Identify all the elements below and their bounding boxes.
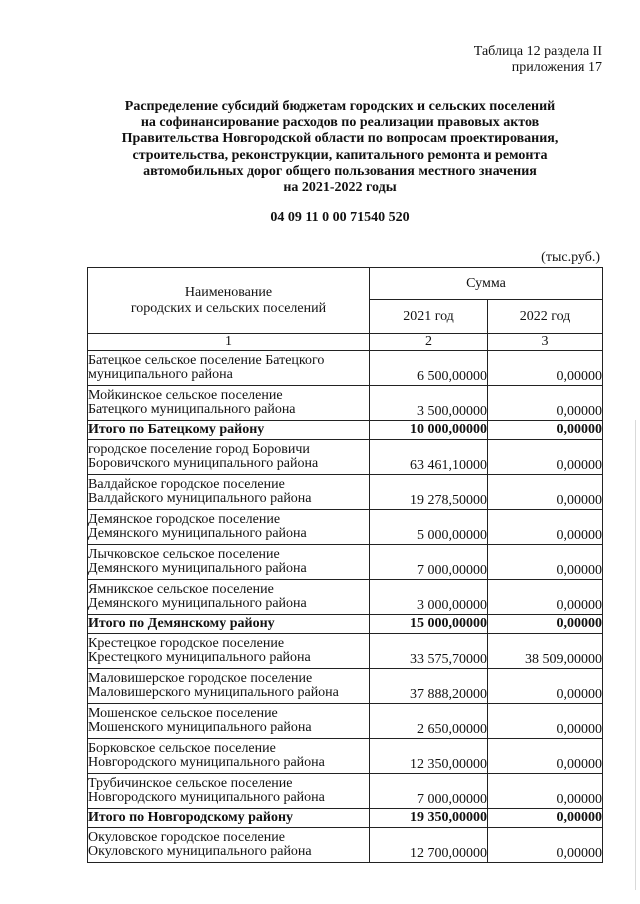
- amount-2022-cell: 0,00000: [488, 580, 603, 615]
- settlement-name-line2: Крестецкого муниципального района: [88, 650, 311, 665]
- settlement-name-line1: Окуловское городское поселение: [88, 830, 285, 845]
- settlement-name-line1: Мойкинское сельское поселение: [88, 388, 283, 403]
- table-row: [88, 634, 603, 669]
- settlement-name-line2: Новгородского муниципального района: [88, 755, 325, 770]
- settlement-name-line2: Мошенского муниципального района: [88, 720, 312, 735]
- header-name-column: [88, 268, 370, 334]
- settlement-name-cell: [88, 386, 370, 421]
- table-row: [88, 774, 603, 809]
- amount-2021-cell: 15 000,00000: [370, 615, 488, 634]
- settlement-name-line1: Итого по Новгородскому району: [88, 810, 294, 825]
- settlement-name-line2: Новгородского муниципального района: [88, 790, 325, 805]
- amount-2022-cell: 0,00000: [488, 615, 603, 634]
- settlement-name-line1: Валдайское городское поселение: [88, 477, 285, 492]
- header-column-number: 3: [488, 334, 603, 351]
- amount-2022-cell: 0,00000: [488, 351, 603, 386]
- amount-2021-cell: 33 575,70000: [370, 634, 488, 669]
- table-row-total: [88, 421, 603, 440]
- settlement-name-line1: Лычковское сельское поселение: [88, 547, 280, 562]
- table-reference: [474, 44, 602, 76]
- header-sum: Сумма: [370, 268, 603, 300]
- table-row: [88, 475, 603, 510]
- settlement-name-cell: [88, 809, 370, 828]
- amount-2021-cell: 6 500,00000: [370, 351, 488, 386]
- page-edge-line: [635, 420, 636, 890]
- settlement-name-line1: Маловишерское городское поселение: [88, 671, 313, 686]
- settlement-name-line1: Трубичинское сельское поселение: [88, 776, 293, 791]
- settlement-name-line1: Батецкое сельское поселение Батецкого: [88, 353, 325, 368]
- amount-2022-cell: 0,00000: [488, 510, 603, 545]
- table-row: [88, 669, 603, 704]
- settlement-name-line2: Демянского муниципального района: [88, 526, 307, 541]
- amount-2021-cell: 12 700,00000: [370, 828, 488, 863]
- settlement-name-cell: [88, 440, 370, 475]
- title-line: автомобильных дорог общего пользования местного значения: [143, 163, 537, 179]
- amount-2021-cell: 2 650,00000: [370, 704, 488, 739]
- amount-2021-cell: 7 000,00000: [370, 545, 488, 580]
- table-row: [88, 440, 603, 475]
- table-row: [88, 545, 603, 580]
- settlement-name-cell: [88, 510, 370, 545]
- settlement-name-line1: Борковское сельское поселение: [88, 741, 276, 756]
- amount-2021-cell: 12 350,00000: [370, 739, 488, 774]
- amount-2022-cell: 0,00000: [488, 669, 603, 704]
- settlement-name-line1: Итого по Демянскому району: [88, 616, 275, 631]
- settlement-name-cell: [88, 615, 370, 634]
- settlement-name-cell: [88, 351, 370, 386]
- settlement-name-line2: Демянского муниципального района: [88, 561, 307, 576]
- settlement-name-cell: [88, 475, 370, 510]
- title-line: Правительства Новгородской области по вопросам проектирования,: [121, 131, 559, 147]
- settlement-name-line2: Валдайского муниципального района: [88, 491, 312, 506]
- header-column-number: 1: [88, 334, 370, 351]
- amount-2022-cell: 0,00000: [488, 421, 603, 440]
- title-line: строительства, реконструкции, капитального ремонта и ремонта: [132, 147, 548, 163]
- table-row: [88, 510, 603, 545]
- table-row-total: [88, 615, 603, 634]
- settlement-name-line1: городское поселение город Боровичи: [88, 442, 310, 457]
- table-row-total: [88, 809, 603, 828]
- settlement-name-line2: Боровичского муниципального района: [88, 456, 319, 471]
- settlement-name-line2: Демянского муниципального района: [88, 596, 307, 611]
- settlement-name-line2: Батецкого муниципального района: [88, 402, 296, 417]
- settlement-name-cell: [88, 634, 370, 669]
- budget-classification-code: 04 09 11 0 00 71540 520: [270, 210, 410, 225]
- settlement-name-cell: [88, 704, 370, 739]
- settlement-name-line1: Мошенское сельское поселение: [88, 706, 278, 721]
- amount-2021-cell: 3 000,00000: [370, 580, 488, 615]
- settlement-name-cell: [88, 669, 370, 704]
- amount-2022-cell: 0,00000: [488, 809, 603, 828]
- settlement-name-line2: Маловишерского муниципального района: [88, 685, 339, 700]
- table-row: [88, 351, 603, 386]
- table-reference-line1: Таблица 12 раздела II: [473, 44, 602, 59]
- amount-2021-cell: 5 000,00000: [370, 510, 488, 545]
- amount-2021-cell: 19 278,50000: [370, 475, 488, 510]
- settlement-name-line2: Окуловского муниципального района: [88, 844, 312, 859]
- table-row: [88, 704, 603, 739]
- amount-2022-cell: 0,00000: [488, 828, 603, 863]
- amount-2022-cell: 0,00000: [488, 386, 603, 421]
- amount-2021-cell: 19 350,00000: [370, 809, 488, 828]
- subsidy-table: [87, 267, 603, 863]
- table-body: [88, 351, 603, 863]
- settlement-name-cell: [88, 739, 370, 774]
- header-year-2022: 2022 год: [488, 300, 603, 334]
- table-row: [88, 580, 603, 615]
- amount-2021-cell: 7 000,00000: [370, 774, 488, 809]
- header-name-line2: городских и сельских поселений: [130, 300, 327, 316]
- settlement-name-cell: [88, 774, 370, 809]
- title-line: на 2021-2022 годы: [283, 180, 397, 196]
- title-line: на софинансирование расходов по реализации правовых актов: [140, 115, 540, 131]
- amount-2021-cell: 3 500,00000: [370, 386, 488, 421]
- table-reference-line2: приложения 17: [511, 60, 602, 75]
- amount-2021-cell: 10 000,00000: [370, 421, 488, 440]
- amount-2022-cell: 38 509,00000: [488, 634, 603, 669]
- settlement-name-cell: [88, 421, 370, 440]
- amount-2021-cell: 37 888,20000: [370, 669, 488, 704]
- header-name-line1: Наименование: [184, 284, 273, 300]
- table-row: [88, 739, 603, 774]
- settlement-name-line1: Итого по Батецкому району: [88, 422, 265, 437]
- settlement-name-line1: Крестецкое городское поселение: [88, 636, 285, 651]
- amount-2022-cell: 0,00000: [488, 545, 603, 580]
- document-title: [70, 99, 610, 196]
- header-column-number: 2: [370, 334, 488, 351]
- settlement-name-line1: Демянское городское поселение: [88, 512, 281, 527]
- amount-2022-cell: 0,00000: [488, 475, 603, 510]
- amount-2022-cell: 0,00000: [488, 704, 603, 739]
- amount-2021-cell: 63 461,10000: [370, 440, 488, 475]
- table-row: [88, 386, 603, 421]
- header-year-2021: 2021 год: [370, 300, 488, 334]
- settlement-name-cell: [88, 828, 370, 863]
- title-line: Распределение субсидий бюджетам городских и сельских поселений: [124, 99, 556, 114]
- amount-2022-cell: 0,00000: [488, 774, 603, 809]
- settlement-name-line1: Ямникское сельское поселение: [88, 582, 274, 597]
- amount-2022-cell: 0,00000: [488, 739, 603, 774]
- amount-2022-cell: 0,00000: [488, 440, 603, 475]
- table-row: [88, 828, 603, 863]
- settlement-name-cell: [88, 545, 370, 580]
- settlement-name-line2: муниципального района: [88, 367, 233, 382]
- units-label: (тыс.руб.): [541, 250, 600, 265]
- settlement-name-cell: [88, 580, 370, 615]
